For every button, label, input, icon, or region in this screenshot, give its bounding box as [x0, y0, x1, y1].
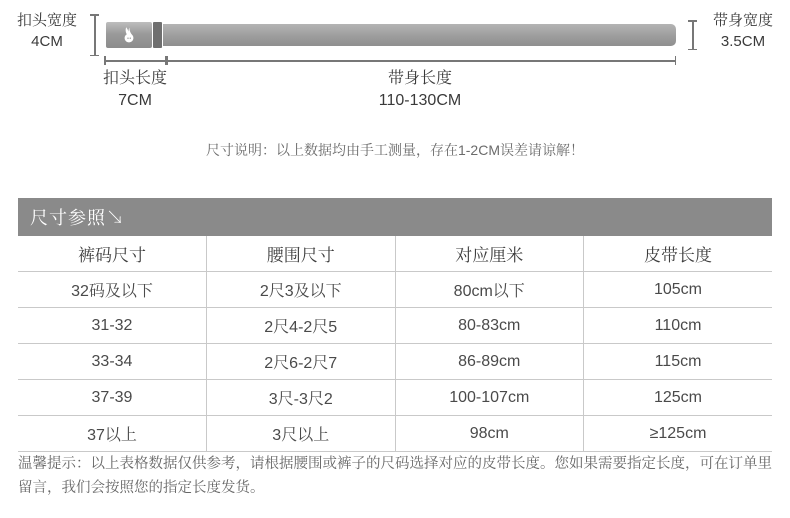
buckle-length-label: 扣头长度 — [102, 70, 167, 87]
cell-belt-length: ≥125cm — [584, 416, 773, 452]
buckle-width-label: 扣头宽度 — [16, 12, 77, 29]
measure-stem — [104, 60, 166, 62]
strap-length-measure-bar — [166, 56, 676, 65]
cell-waist-size: 2尺4-2尺5 — [207, 308, 396, 344]
strap-length-label-group — [300, 68, 540, 112]
cell-waist-size: 3尺以上 — [207, 416, 396, 452]
column-header-pants-size: 裤码尺寸 — [18, 236, 207, 272]
warm-tip-text: 温馨提示：以上表格数据仅供参考，请根据腰围或裤子的尺码选择对应的皮带长度。您如果需要指定长度，可在订单里留言，我们会按照您的指定长度发货。 — [18, 456, 772, 496]
cell-pants-size: 37以上 — [18, 416, 207, 452]
measure-stem — [692, 20, 694, 50]
measure-cap-bottom — [688, 49, 697, 51]
size-table-title: 尺寸参照↘ — [18, 198, 772, 236]
measure-cap-left — [166, 56, 168, 65]
strap-width-label-group — [700, 10, 786, 52]
buckle-length-measure-bar — [104, 56, 166, 65]
table-row — [18, 416, 772, 452]
buckle-width-value: 4CM — [31, 33, 63, 50]
cell-centimeters: 100-107cm — [395, 380, 584, 416]
size-reference-section — [18, 198, 772, 452]
strap-width-label: 带身宽度 — [712, 12, 773, 29]
belt-buckle-post — [153, 22, 162, 48]
column-header-belt-length: 皮带长度 — [584, 236, 773, 272]
strap-length-value: 110-130CM — [378, 92, 462, 109]
cell-belt-length: 125cm — [584, 380, 773, 416]
strap-width-value: 3.5CM — [720, 33, 766, 50]
measure-cap-right — [675, 56, 677, 65]
table-row — [18, 380, 772, 416]
table-row — [18, 308, 772, 344]
belt-strap — [163, 24, 676, 46]
cell-waist-size: 3尺-3尺2 — [207, 380, 396, 416]
cell-belt-length: 115cm — [584, 344, 773, 380]
table-header-row — [18, 236, 772, 272]
cell-centimeters: 86-89cm — [395, 344, 584, 380]
buckle-width-label-group — [8, 10, 86, 52]
measure-stem — [94, 14, 96, 56]
cell-belt-length: 110cm — [584, 308, 773, 344]
measure-cap-left — [104, 56, 106, 65]
buckle-width-measure-bar — [90, 14, 99, 56]
cell-centimeters: 80-83cm — [395, 308, 584, 344]
belt-buckle — [106, 22, 152, 48]
table-row — [18, 344, 772, 380]
buckle-length-label-group — [75, 68, 195, 112]
measure-stem — [166, 60, 676, 62]
measure-cap-bottom — [90, 55, 99, 57]
cell-waist-size: 2尺3及以下 — [207, 272, 396, 308]
cell-belt-length: 105cm — [584, 272, 773, 308]
buckle-length-value: 7CM — [118, 92, 152, 109]
measure-cap-top — [688, 20, 697, 22]
belt-diagram — [0, 0, 790, 180]
strap-length-label: 带身长度 — [387, 70, 452, 87]
column-header-centimeters: 对应厘米 — [395, 236, 584, 272]
belt-illustration — [106, 22, 676, 48]
cell-pants-size: 33-34 — [18, 344, 207, 380]
table-row — [18, 272, 772, 308]
column-header-waist-size: 腰围尺寸 — [207, 236, 396, 272]
rabbit-head-icon — [119, 26, 139, 44]
cell-waist-size: 2尺6-2尺7 — [207, 344, 396, 380]
strap-width-measure-bar — [688, 20, 697, 50]
measure-cap-top — [90, 14, 99, 16]
cell-pants-size: 32码及以下 — [18, 272, 207, 308]
cell-pants-size: 37-39 — [18, 380, 207, 416]
cell-pants-size: 31-32 — [18, 308, 207, 344]
size-table — [18, 236, 772, 452]
cell-centimeters: 80cm以下 — [395, 272, 584, 308]
cell-centimeters: 98cm — [395, 416, 584, 452]
measurement-note: 尺寸说明：以上数据均由手工测量，存在1-2CM误差请谅解！ — [205, 142, 584, 158]
